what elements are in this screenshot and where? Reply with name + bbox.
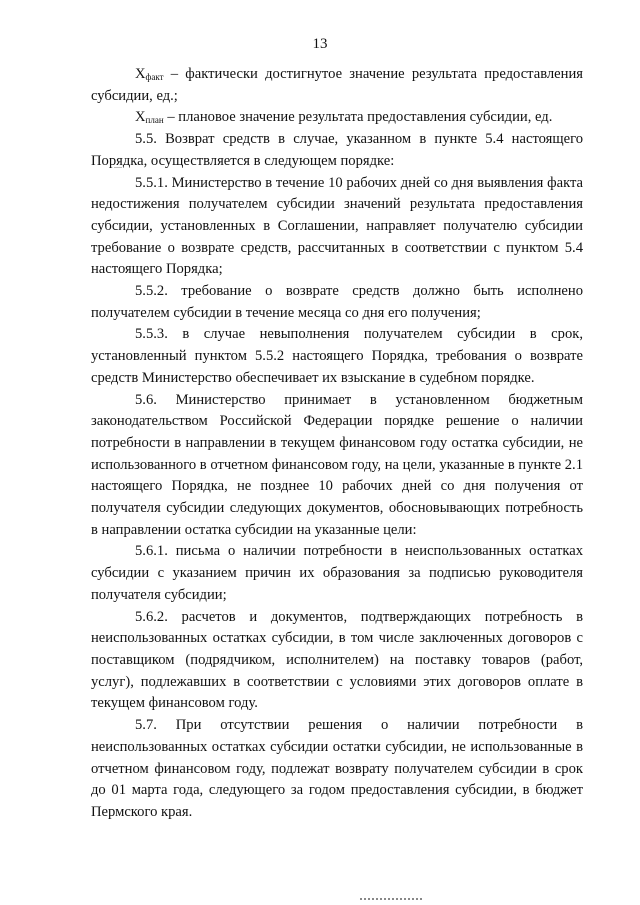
clause-5-5-2: 5.5.2. требование о возврате средств должно быть исполнено получателем субсидии в течение месяца со дня его получения;: [91, 283, 583, 321]
variable-symbol: X: [135, 109, 146, 126]
clause-5-6-1: 5.6.1. письма о наличии потребности в неиспользованных остатках субсидии с указанием причин их образования за подписью руководителя получателя субсидии;: [91, 543, 583, 603]
scan-footer-mark: [360, 898, 424, 900]
clause-5-5-3: 5.5.3. в случае невыполнения получателем субсидии в срок, установленный пунктом 5.5.2 настоящего Порядка, требования о возврате средств Министерство обеспечивает их взыскание в судебном порядке.: [91, 326, 583, 386]
clause-5-5: 5.5. Возврат средств в случае, указанном в пункте 5.4 настоящего Порядка, осуществляется в следующем порядке:: [91, 131, 583, 169]
variable-subscript: факт: [145, 72, 164, 82]
variable-definition: – плановое значение результата предоставления субсидии, ед.: [163, 109, 553, 126]
clause-5-6-2: 5.6.2. расчетов и документов, подтверждающих потребность в неиспользованных остатках субсидии, в том числе заключенных договоров с поставщиком (подрядчиком, исполнителем) на поставку товаров (работ, услуг), подлежавших в соответствии с условиями этих договоров оплате в текущем финансовом году.: [91, 608, 583, 712]
clause-5-7: 5.7. При отсутствии решения о наличии потребности в неиспользованных остатках субсидии остатки субсидии, не использованные в отчетном финансовом году, подлежат возврату получателем субсидии в срок до 01 марта года, следующего за годом предоставления субсидии, в бюджет Пермского края.: [91, 717, 583, 820]
formula-variable-x-fact: [91, 64, 583, 107]
document-body: [91, 64, 583, 824]
clause-5-5-1: 5.5.1. Министерство в течение 10 рабочих дней со дня выявления факта недостижения получателем субсидии значений результата предоставления субсидии, установленных в Соглашении, направляет получателю субсидии требование о возврате средств, рассчитанных в соответствии с пунктом 5.4 настоящего Порядка;: [91, 174, 583, 278]
variable-subscript: план: [145, 115, 164, 126]
variable-symbol: X: [135, 66, 146, 82]
formula-variable-x-plan: [91, 107, 583, 129]
variable-definition: – фактически достигнутое значение результата предоставления субсидии, ед.;: [91, 66, 583, 104]
clause-5-6: 5.6. Министерство принимает в установленном бюджетным законодательством Российской Федерации порядке решение о наличии потребности в направлении в текущем финансовом году остатка субсидии, не использованного в отчетном финансовом году, на цели, указанные в пункте 2.1 настоящего Порядка, не позднее 10 рабочих дней со дня получения от получателя субсидии следующих документов, обосновывающих потребность в направлении остатка субсидии на указанные цели:: [91, 391, 583, 538]
page-number: 13: [312, 36, 328, 52]
